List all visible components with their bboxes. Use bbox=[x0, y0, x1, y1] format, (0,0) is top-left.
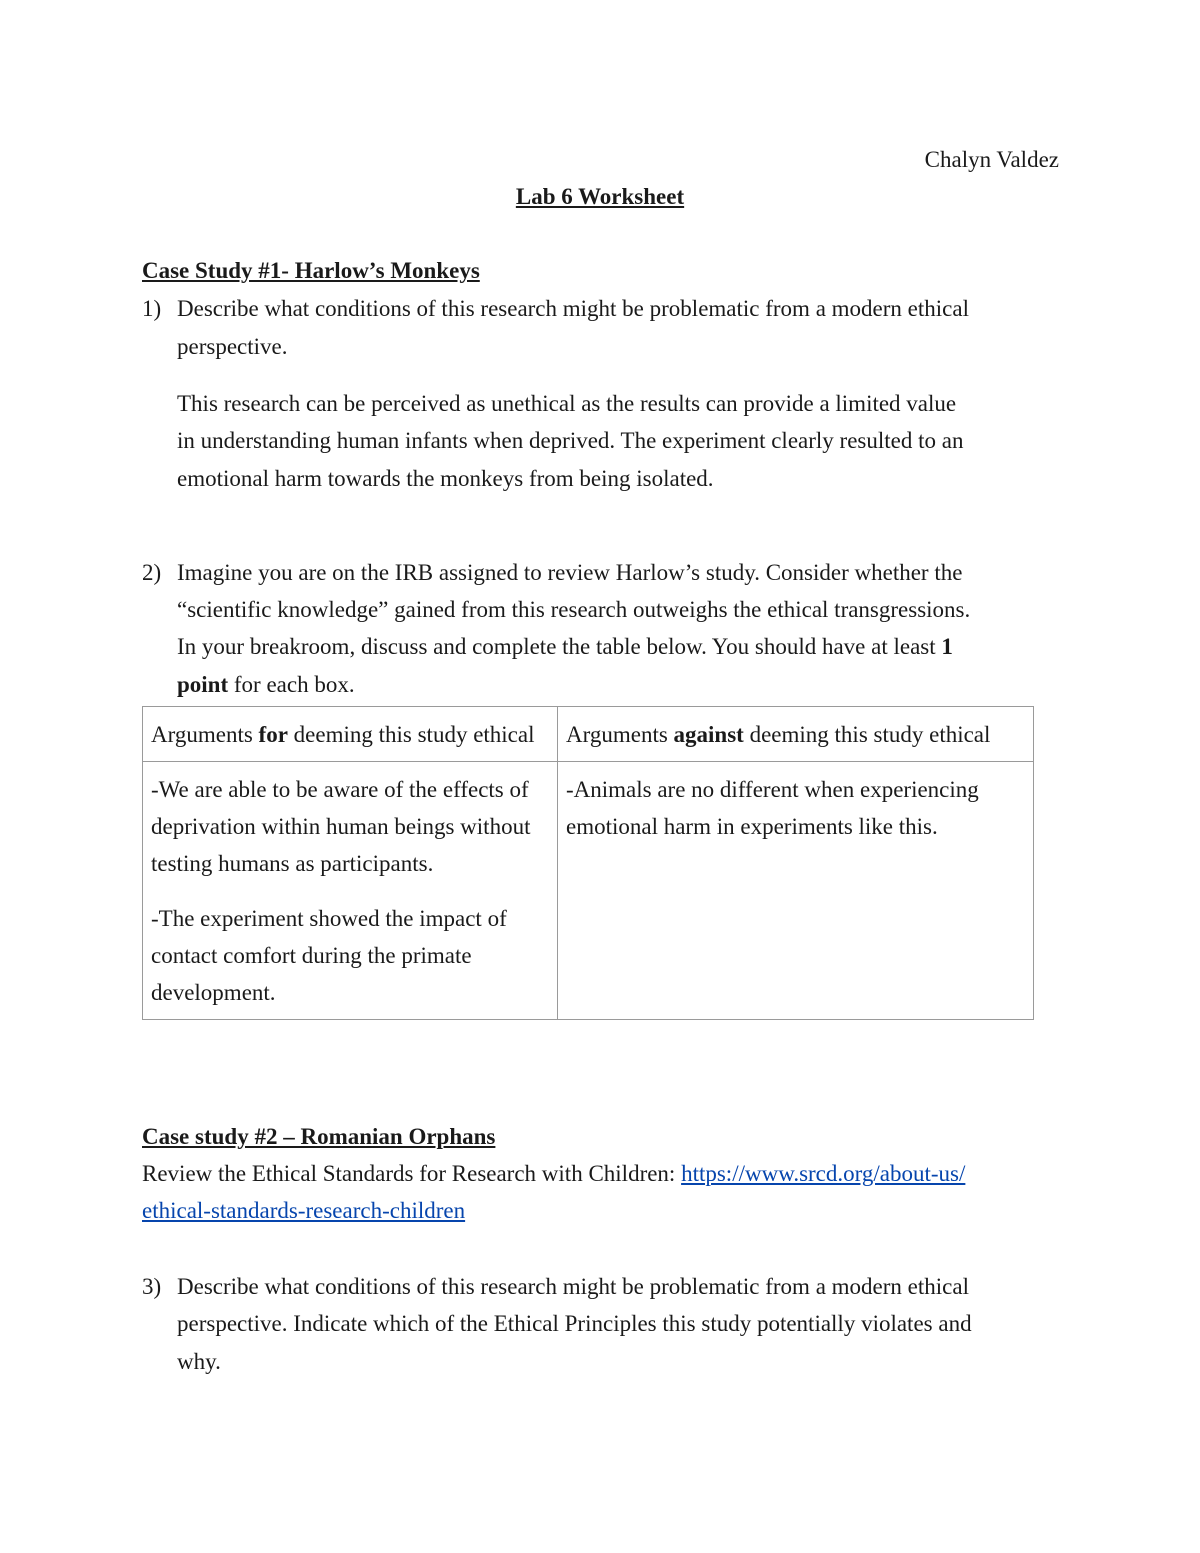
question-3-number: 3) bbox=[142, 1274, 162, 1299]
for-arguments-cell bbox=[143, 762, 558, 1020]
header-against-bold: against bbox=[673, 722, 744, 747]
against-arguments-cell bbox=[558, 762, 1034, 1020]
case-study-1-heading: Case Study #1- Harlow’s Monkeys bbox=[142, 258, 480, 283]
question-3-line: Describe what conditions of this research might be problematic from a modern ethical bbox=[177, 1274, 969, 1299]
question-1-line: perspective. bbox=[177, 334, 288, 359]
question-2-line: “scientific knowledge” gained from this research outweighs the ethical transgressions. bbox=[177, 597, 971, 622]
question-3-line: perspective. Indicate which of the Ethical Principles this study potentially violates and bbox=[177, 1311, 972, 1336]
question-1-number: 1) bbox=[142, 296, 162, 321]
srcd-ethics-link-continued[interactable]: ethical-standards-research-children bbox=[142, 1198, 466, 1223]
question-1-line: Describe what conditions of this research might be problematic from a modern ethical bbox=[177, 296, 969, 321]
answer-1-line: in understanding human infants when deprived. The experiment clearly resulted to an bbox=[177, 428, 964, 453]
arguments-table bbox=[142, 706, 1034, 1020]
question-2-bold-point: point bbox=[177, 672, 229, 697]
review-line bbox=[142, 1162, 965, 1185]
question-2-line bbox=[177, 673, 355, 696]
header-for-bold: for bbox=[258, 722, 288, 747]
question-3-line: why. bbox=[177, 1349, 221, 1374]
for-argument: -We are able to be aware of the effects of deprivation within human beings without testing humans as participants. bbox=[151, 777, 531, 876]
table-header-row bbox=[143, 707, 1034, 762]
review-line-2 bbox=[142, 1199, 465, 1222]
author-name: Chalyn Valdez bbox=[924, 147, 1059, 172]
header-for-text-rest: deeming this study ethical bbox=[287, 722, 535, 747]
answer-1-line: This research can be perceived as unethical as the results can provide a limited value bbox=[177, 391, 957, 416]
srcd-ethics-link[interactable]: https://www.srcd.org/about-us/ bbox=[681, 1161, 966, 1186]
against-argument: -Animals are no different when experiencing emotional harm in experiments like this. bbox=[566, 777, 979, 839]
header-for-text: Arguments bbox=[151, 722, 259, 747]
case-study-2-heading: Case study #2 – Romanian Orphans bbox=[142, 1124, 496, 1149]
header-against-text: Arguments bbox=[566, 722, 674, 747]
question-2-line: Imagine you are on the IRB assigned to review Harlow’s study. Consider whether the bbox=[177, 560, 963, 585]
for-argument: -The experiment showed the impact of contact comfort during the primate development. bbox=[151, 906, 507, 1005]
header-against-text-rest: deeming this study ethical bbox=[743, 722, 991, 747]
question-2-line-rest: for each box. bbox=[228, 672, 355, 697]
table-row bbox=[143, 762, 1034, 1020]
review-text: Review the Ethical Standards for Research with Children: bbox=[142, 1161, 682, 1186]
question-2-number: 2) bbox=[142, 560, 162, 585]
page-title: Lab 6 Worksheet bbox=[515, 184, 685, 209]
answer-1-line: emotional harm towards the monkeys from being isolated. bbox=[177, 466, 714, 491]
question-2-line bbox=[177, 635, 953, 658]
header-against-cell bbox=[558, 707, 1034, 762]
header-for-cell bbox=[143, 707, 558, 762]
question-2-line-text: In your breakroom, discuss and complete the table below. You should have at least bbox=[177, 634, 942, 659]
question-2-bold-count: 1 bbox=[941, 634, 953, 659]
